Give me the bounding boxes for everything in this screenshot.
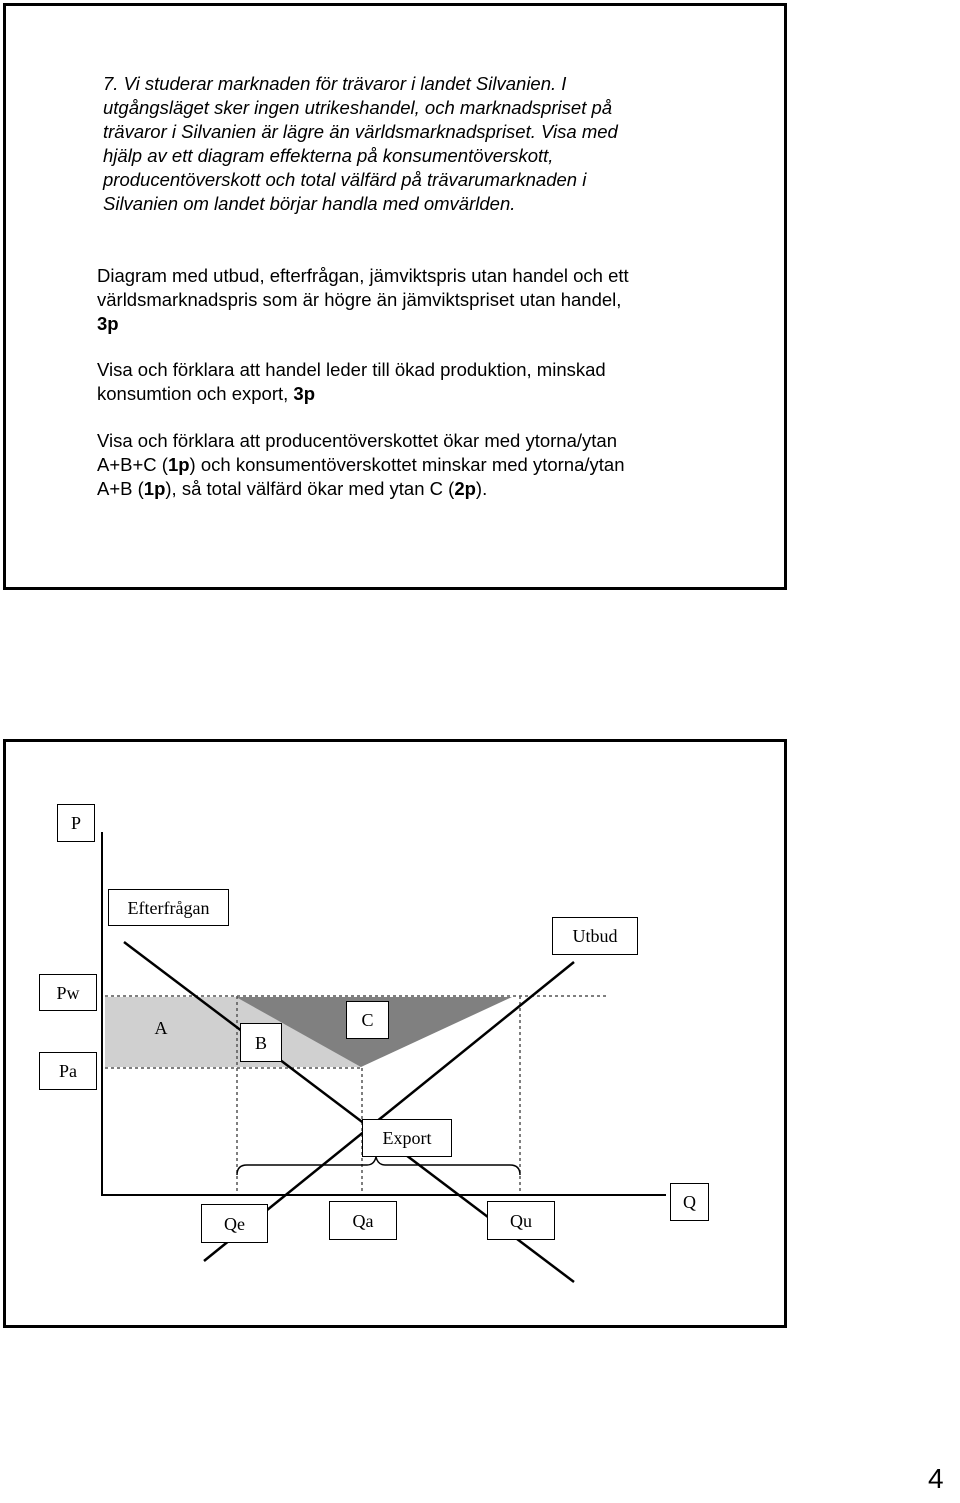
diagram-slide [3, 739, 787, 1328]
demand-label: Efterfrågan [108, 889, 229, 926]
question-line: Silvanien om landet börjar handla med omvärlden. [103, 193, 516, 214]
points-label: 1p [167, 454, 190, 475]
page-number: 4 [928, 1463, 944, 1494]
pw-label: Pw [39, 974, 97, 1011]
answer-text: A+B+C ( [97, 454, 168, 475]
supply-label: Utbud [552, 917, 638, 955]
area-a-label: A [154, 1018, 168, 1038]
answer-line: Diagram med utbud, efterfrågan, jämviktspris utan handel och ett [97, 265, 629, 286]
question-line: utgångsläget sker ingen utrikeshandel, och marknadspriset på [103, 97, 613, 118]
points-label: 2p [454, 478, 476, 499]
question-slide [3, 3, 787, 590]
answer-paragraph-3 [97, 429, 737, 501]
answer-line: världsmarknadspris som är högre än jämviktspriset utan handel, [97, 289, 622, 310]
area-b-label: B [240, 1023, 282, 1062]
question-line: producentöverskott och total välfärd på trävarumarknaden i [103, 169, 587, 190]
answer-line: Visa och förklara att handel leder till ökad produktion, minskad [97, 359, 606, 380]
points-label: 3p [293, 383, 316, 404]
points-label: 3p [97, 313, 119, 334]
p-axis-label: P [57, 804, 95, 842]
answer-text: ) och konsumentöverskottet minskar med ytorna/ytan [189, 454, 625, 475]
export-label: Export [362, 1119, 452, 1157]
question-line: 7. Vi studerar marknaden för trävaror i landet Silvanien. I [103, 73, 567, 94]
qe-label: Qe [201, 1204, 268, 1243]
answer-text: ). [475, 478, 488, 499]
qu-label: Qu [487, 1201, 555, 1240]
question-text [103, 72, 703, 216]
answer-text: A+B ( [97, 478, 144, 499]
answer-text: ), så total välfärd ökar med ytan C ( [165, 478, 455, 499]
points-label: 1p [143, 478, 166, 499]
question-line: hjälp av ett diagram effekterna på konsumentöverskott, [103, 145, 554, 166]
answer-line: Visa och förklara att producentöverskottet ökar med ytorna/ytan [97, 430, 617, 451]
answer-paragraph-1 [97, 264, 737, 336]
question-line: trävaror i Silvanien är lägre än världsmarknadspriset. Visa med [103, 121, 618, 142]
qa-label: Qa [329, 1201, 397, 1240]
area-c-label: C [346, 1001, 389, 1039]
q-axis-label: Q [670, 1183, 709, 1221]
export-brace [237, 1157, 520, 1175]
pa-label: Pa [39, 1052, 97, 1090]
answer-paragraph-2 [97, 358, 737, 406]
answer-line: konsumtion och export, [97, 383, 294, 404]
